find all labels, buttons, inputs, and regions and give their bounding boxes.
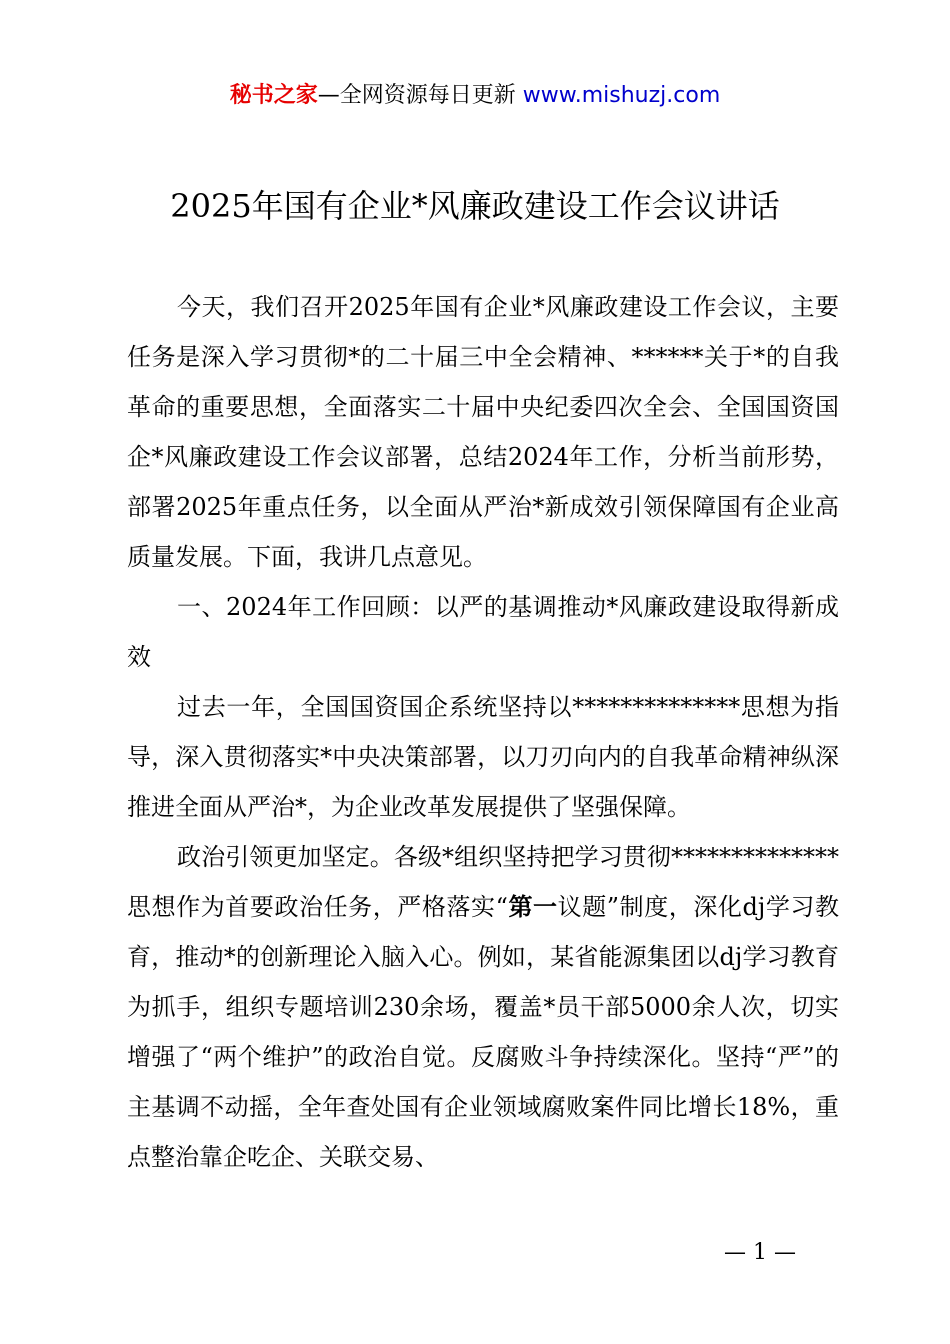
header-url-link[interactable]: www.mishuzj.com — [522, 83, 721, 108]
header-brand: 秘书之家 — [229, 83, 318, 108]
paragraph-political-guidance — [127, 832, 839, 1182]
paragraph-text-part: 政治引领更加坚定。各级*组织坚持把学习贯彻**************思想作为首要政治任务，严格落实“ — [127, 843, 839, 921]
page-number: — 1 — — [724, 1240, 796, 1265]
header-tagline: —全网资源每日更新 — [317, 83, 516, 108]
document-title: 2025年国有企业*风廉政建设工作会议讲话 — [170, 187, 780, 225]
section-heading-1: 一、2024年工作回顾：以严的基调推动*风廉政建设取得新成效 — [127, 593, 839, 671]
site-header — [0, 80, 950, 112]
paragraph-intro: 今天，我们召开2025年国有企业*风廉政建设工作会议，主要任务是深入学习贯彻*的二十届三中全会精神、******关于*的自我革命的重要思想，全面落实二十届中央纪委四次全会、全国国资国企*风廉政建设工作会议部署，总结2024年工作，分析当前形势，部署2025年重点任务，以全面从严治*新成效引领保障国有企业高质量发展。下面，我讲几点意见。 — [127, 293, 839, 571]
paragraph-review: 过去一年，全国国资国企系统坚持以**************思想为指导，深入贯彻落实*中央决策部署，以刀刃向内的自我革命精神纵深推进全面从严治*，为企业改革发展提供了坚强保障。 — [127, 693, 839, 821]
document-body — [127, 282, 839, 1182]
paragraph-bold-text: 第一 — [507, 892, 558, 921]
paragraph-text-part: 议题”制度，深化dj学习教育，推动*的创新理论入脑入心。例如，某省能源集团以dj学习教育为抓手，组织专题培训230余场，覆盖*员干部5000余人次，切实增强了“两个维护”的政治自觉。反腐败斗争持续深化。坚持“严”的主基调不动摇，全年查处国有企业领域腐败案件同比增长18%，重点整治靠企吃企、关联交易、 — [127, 893, 840, 1171]
